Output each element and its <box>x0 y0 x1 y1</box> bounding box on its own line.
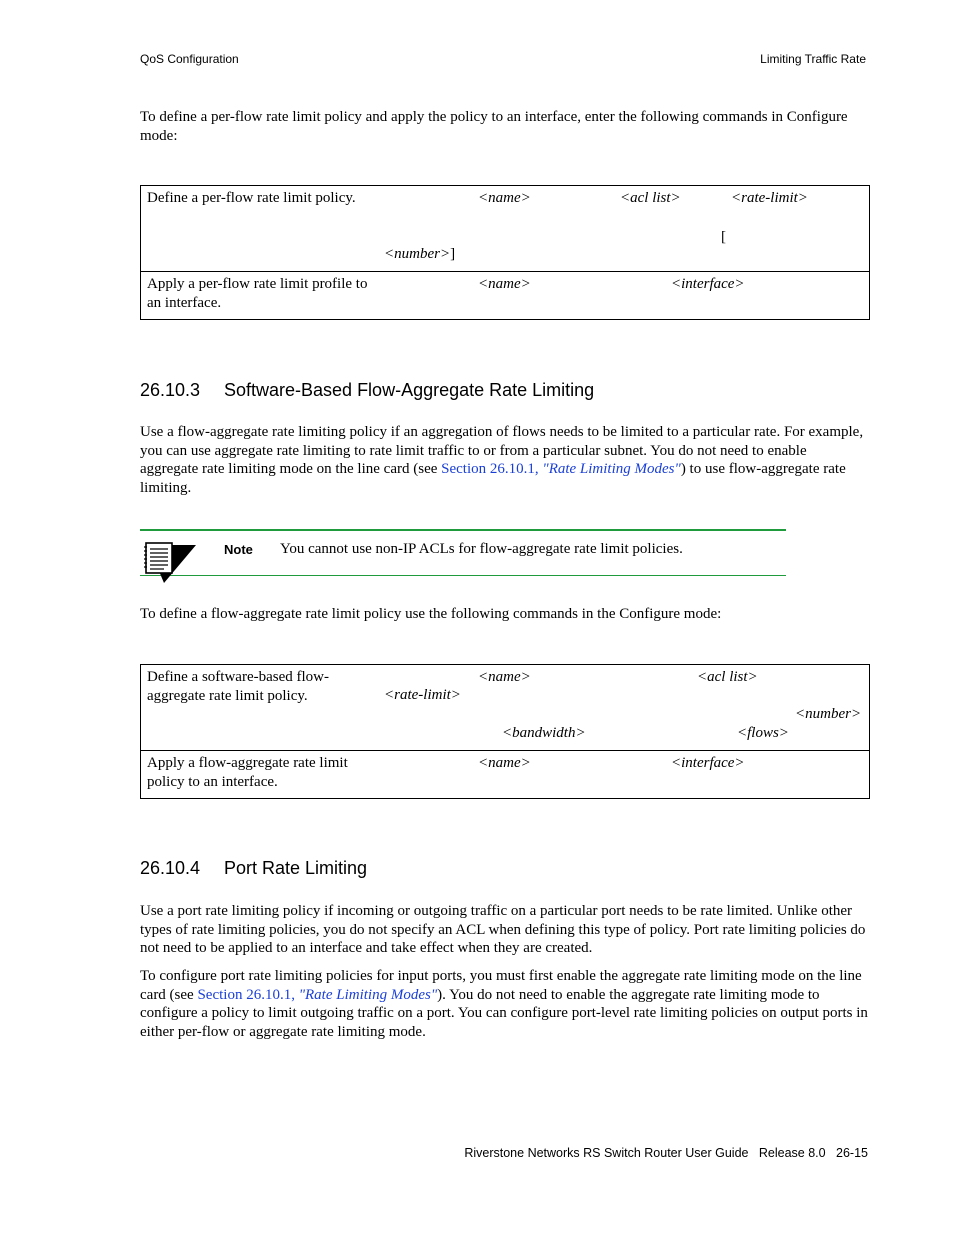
running-header-left: QoS Configuration <box>140 52 239 66</box>
command-description: Define a per-flow rate limit policy. <box>147 190 356 206</box>
param-interface: <interface> <box>671 276 745 292</box>
flow-aggregate-command-table <box>140 664 870 799</box>
param-flows: <flows> <box>737 725 789 741</box>
note-box <box>140 529 786 576</box>
note-icon <box>142 539 198 583</box>
port-rate-paragraph-1: Use a port rate limiting policy if incoming or outgoing traffic on a particular port needs to be rate limited. Unlike other types of rate limiting policies, you do not specify an ACL when defining this type of policy. Port rate limiting policies do not need to be applied to an interface and take effect when they are created. <box>140 903 866 957</box>
intro-paragraph-per-flow: To define a per-flow rate limit policy and apply the policy to an interface, enter the following commands in Configure mode: <box>140 109 848 144</box>
note-label: Note <box>224 542 253 557</box>
flow-aggregate-paragraph: Use a flow-aggregate rate limiting policy if an aggregation of flows needs to be limited to a particular rate. For example, you can use aggregate rate limiting to rate limit traffic to or from a particular subnet. You do not need to enable aggregate rate limiting mode on the line card (see Section 26.10.1, "Rate Limiting Modes") to use flow-aggregate rate limiting. <box>140 424 864 496</box>
section-link[interactable]: Section 26.10.1 <box>197 986 292 1003</box>
port-rate-paragraph-2: To configure port rate limiting policies for input ports, you must first enable the aggregate rate limiting mode on the line card (see Section 26.10.1, "Rate Limiting Modes"). You do not need to enable the aggregate rate limiting mode to configure a policy to limit outgoing traffic on a port. You can configure port-level rate limiting policies on output ports in either per-flow or aggregate rate limiting mode. <box>140 968 868 1040</box>
intro-paragraph-flow-aggregate: To define a flow-aggregate rate limit policy use the following commands in the Configure mode: <box>140 606 722 622</box>
param-number: <number> <box>795 706 862 722</box>
table-row <box>141 186 869 271</box>
section-number: 26.10.3 <box>140 380 201 400</box>
param-name: <name> <box>478 755 531 771</box>
section-title: Software-Based Flow-Aggregate Rate Limiting <box>224 380 595 400</box>
note-text: You cannot use non-IP ACLs for flow-aggregate rate limit policies. <box>280 541 683 557</box>
optional-bracket-close: ] <box>450 246 456 262</box>
param-number: <number> <box>384 246 451 262</box>
param-rate-limit: <rate-limit> <box>384 687 461 703</box>
section-title-link[interactable]: "Rate Limiting Modes" <box>298 986 438 1003</box>
param-bandwidth: <bandwidth> <box>502 725 586 741</box>
param-rate-limit: <rate-limit> <box>731 190 808 206</box>
param-name: <name> <box>478 276 531 292</box>
page-footer: Riverstone Networks RS Switch Router User Guide Release 8.0 26-15 <box>464 1146 868 1160</box>
command-description: Define a software-based flow-aggregate rate limit policy. <box>147 669 329 704</box>
per-flow-command-table <box>140 185 870 320</box>
optional-bracket-open: [ <box>721 229 726 245</box>
section-title-link[interactable]: "Rate Limiting Modes" <box>542 461 681 478</box>
section-number: 26.10.4 <box>140 858 201 878</box>
table-row <box>141 271 869 320</box>
section-heading-26-10-4 <box>140 858 367 879</box>
section-title: Port Rate Limiting <box>224 858 368 878</box>
section-heading-26-10-3 <box>140 380 594 401</box>
param-number-group <box>384 245 455 264</box>
table-row <box>141 750 869 799</box>
running-header-right: Limiting Traffic Rate <box>760 52 866 66</box>
command-description: Apply a flow-aggregate rate limit policy to an interface. <box>147 755 348 790</box>
param-interface: <interface> <box>671 755 745 771</box>
param-name: <name> <box>478 190 531 206</box>
param-acl-list: <acl list> <box>697 669 758 685</box>
section-link[interactable]: Section 26.10.1 <box>441 461 535 478</box>
param-name: <name> <box>478 669 531 685</box>
table-row <box>141 665 869 750</box>
command-description: Apply a per-flow rate limit profile to an interface. <box>147 276 368 311</box>
param-acl-list: <acl list> <box>620 190 681 206</box>
